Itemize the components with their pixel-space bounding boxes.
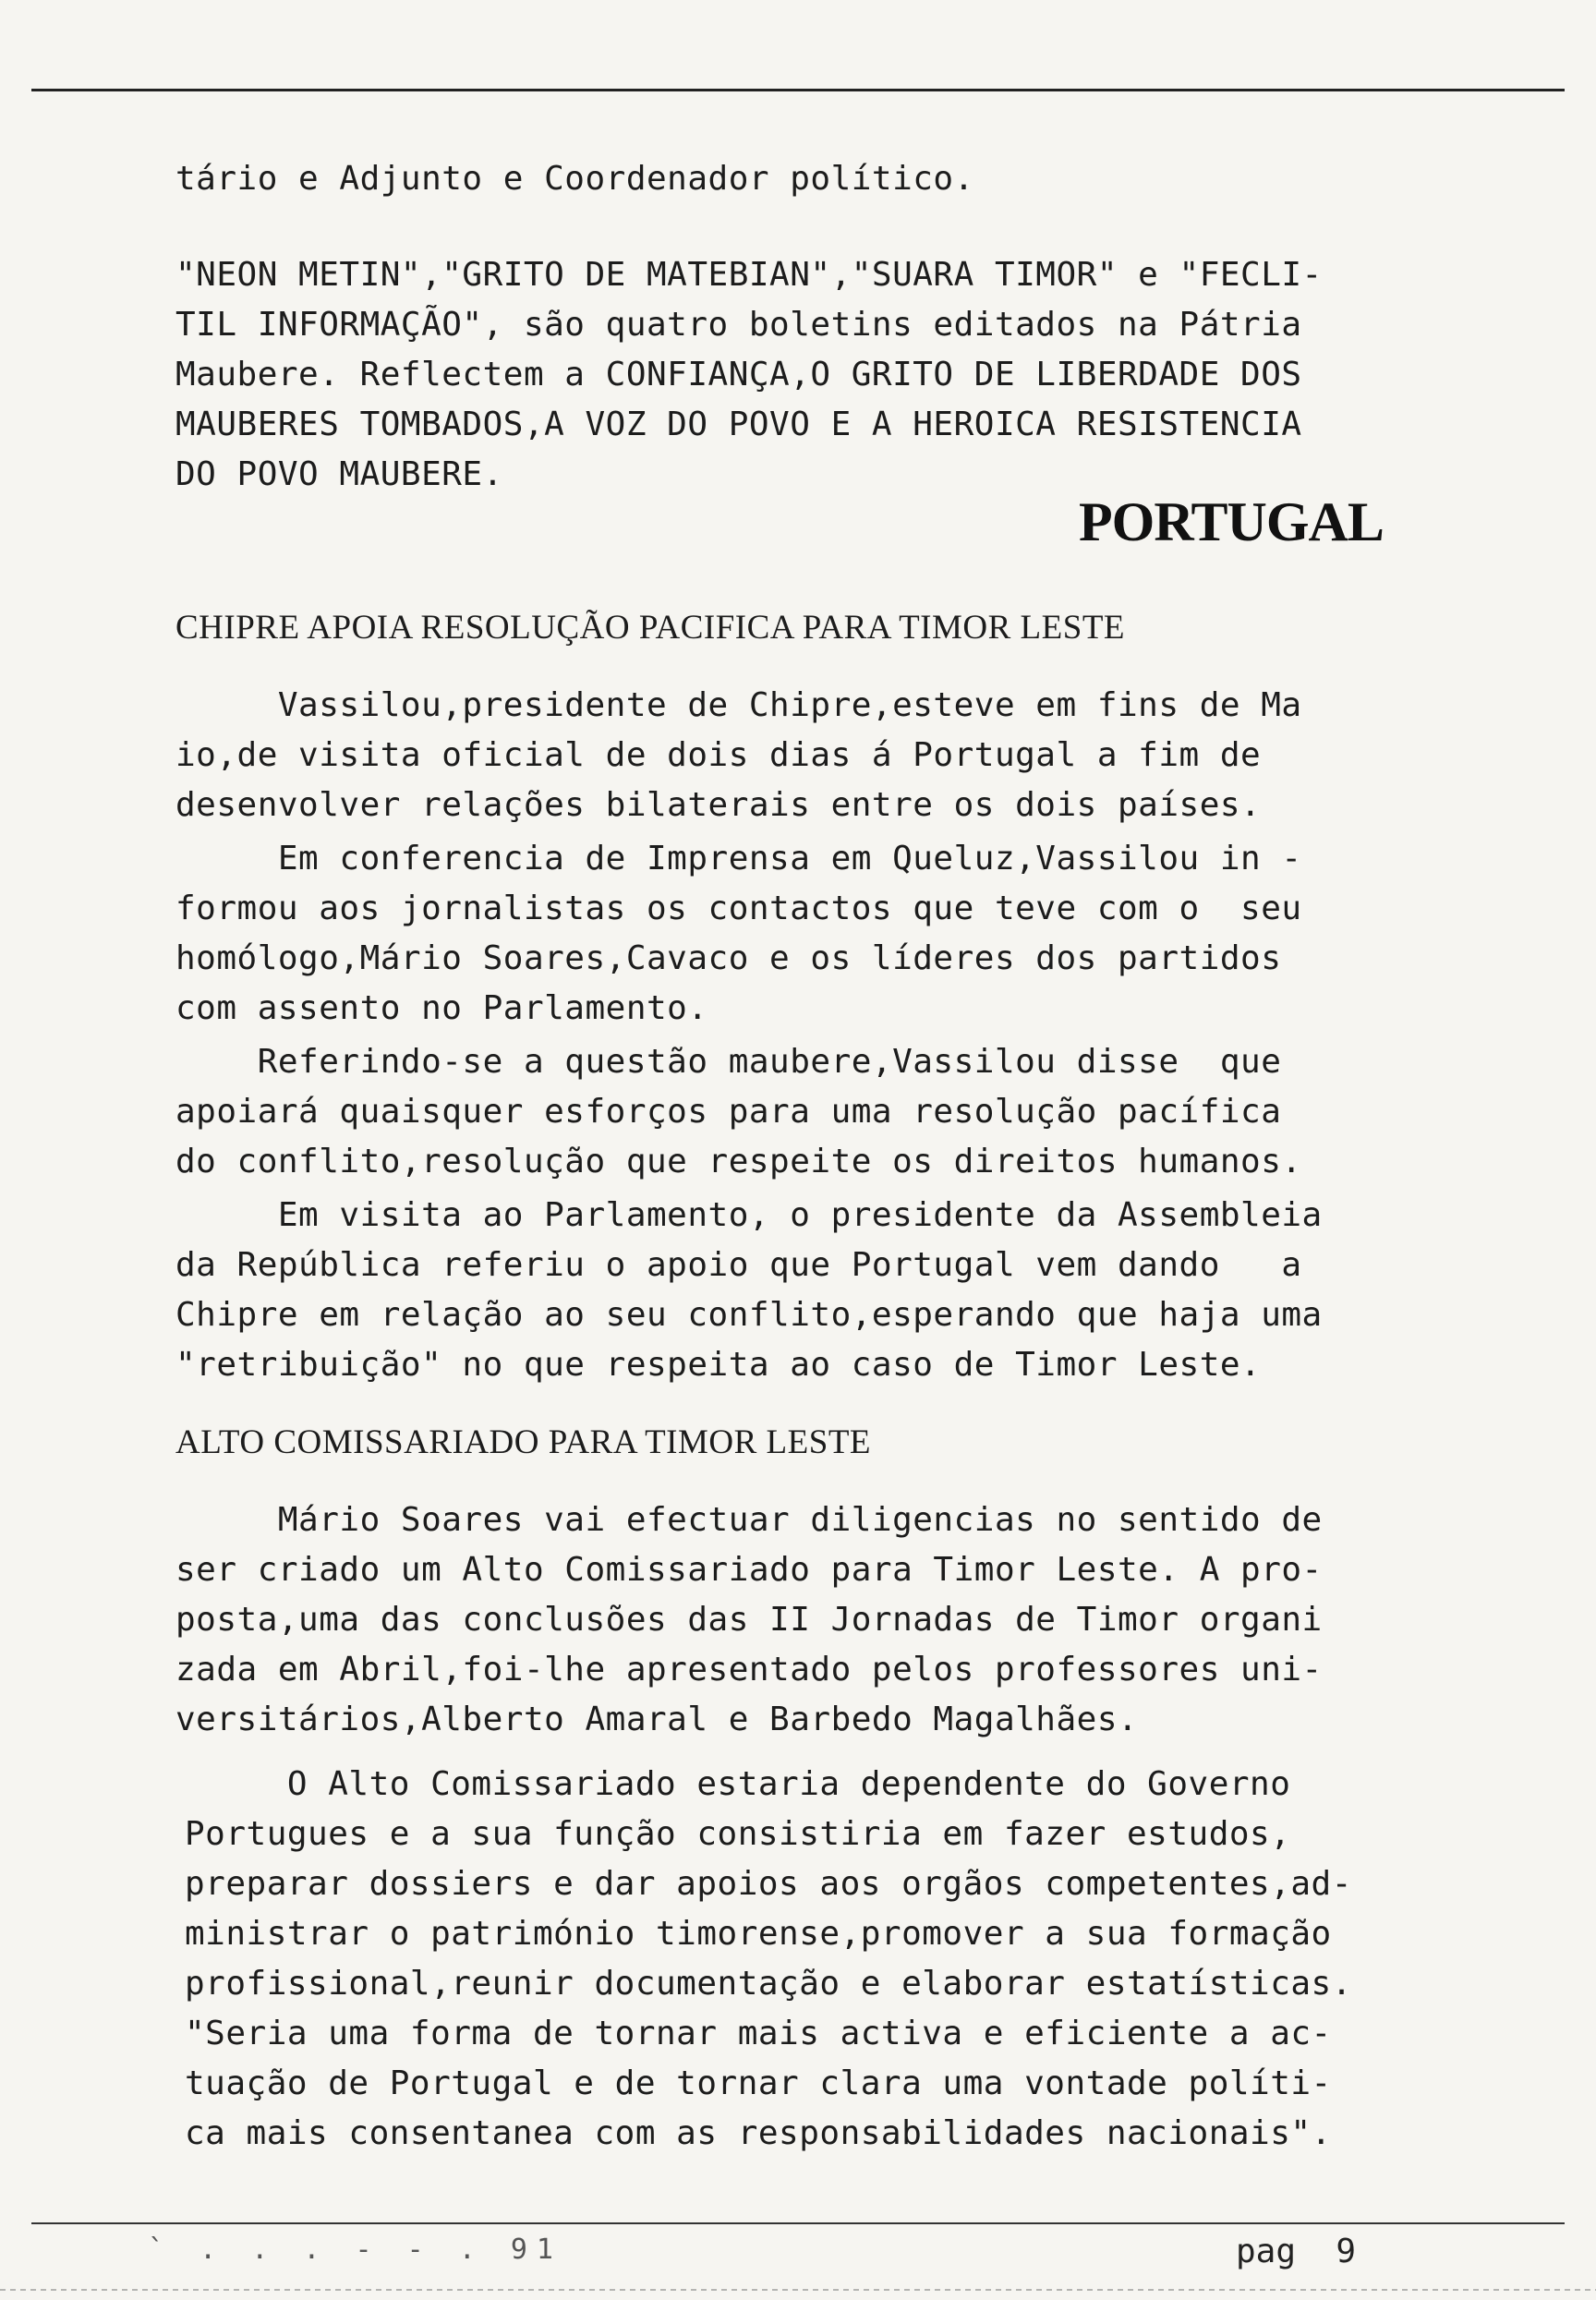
section1-line: formou aos jornalistas os contactos que teve com o seu bbox=[175, 890, 1302, 927]
section2-line: versitários,Alberto Amaral e Barbedo Magalhães. bbox=[175, 1701, 1139, 1738]
section1-line: homólogo,Mário Soares,Cavaco e os líderes dos partidos bbox=[175, 939, 1282, 977]
section1-line: Em visita ao Parlamento, o presidente da Assembleia bbox=[175, 1196, 1323, 1234]
bulletins-line-1: "NEON METIN","GRITO DE MATEBIAN","SUARA TIMOR" e "FECLI- bbox=[175, 256, 1323, 294]
section2-heading: ALTO COMISSARIADO PARA TIMOR LESTE bbox=[175, 1423, 872, 1461]
intro-line: tário e Adjunto e Coordenador político. bbox=[175, 160, 974, 198]
footer-left-text: ` . . . - - . 91 bbox=[148, 2233, 562, 2266]
section2-line: Mário Soares vai efectuar diligencias no sentido de bbox=[175, 1501, 1323, 1539]
scan-edge bbox=[0, 2289, 1596, 2291]
section2-line: ca mais consentanea com as responsabilidades nacionais". bbox=[185, 2114, 1332, 2152]
section1-line: desenvolver relações bilaterais entre os dois países. bbox=[175, 786, 1262, 824]
section1-heading: CHIPRE APOIA RESOLUÇÃO PACIFICA PARA TIMOR LESTE bbox=[175, 609, 1126, 647]
section2-line: "Seria uma forma de tornar mais activa e eficiente a ac- bbox=[185, 2015, 1332, 2052]
section1-line: apoiará quaisquer esforços para uma resolução pacífica bbox=[175, 1093, 1282, 1131]
section2-line: ministrar o património timorense,promover a sua formação bbox=[185, 1915, 1332, 1953]
section2-line: preparar dossiers e dar apoios aos orgãos competentes,ad- bbox=[185, 1865, 1352, 1903]
section2-line: ser criado um Alto Comissariado para Timor Leste. A pro- bbox=[175, 1551, 1323, 1589]
section1-line: com assento no Parlamento. bbox=[175, 989, 708, 1027]
section1-line: da República referiu o apoio que Portugal vem dando a bbox=[175, 1246, 1302, 1284]
section2-line: tuação de Portugal e de tornar clara uma vontade políti- bbox=[185, 2064, 1332, 2102]
section2-line: O Alto Comissariado estaria dependente do Governo bbox=[185, 1765, 1291, 1803]
section2-line: posta,uma das conclusões das II Jornadas de Timor organi bbox=[175, 1601, 1323, 1639]
bulletins-line-4: MAUBERES TOMBADOS,A VOZ DO POVO E A HEROICA RESISTENCIA bbox=[175, 406, 1302, 443]
section1-line: Vassilou,presidente de Chipre,esteve em fins de Ma bbox=[175, 686, 1302, 724]
bottom-rule bbox=[31, 2222, 1565, 2224]
page-number: pag 9 bbox=[1236, 2233, 1357, 2270]
section1-line: Em conferencia de Imprensa em Queluz,Vassilou in - bbox=[175, 840, 1302, 878]
top-rule bbox=[31, 89, 1565, 91]
bulletins-line-3: Maubere. Reflectem a CONFIANÇA,O GRITO DE LIBERDADE DOS bbox=[175, 356, 1302, 393]
section1-line: "retribuição" no que respeita ao caso de Timor Leste. bbox=[175, 1346, 1262, 1384]
section1-line: Chipre em relação ao seu conflito,esperando que haja uma bbox=[175, 1296, 1323, 1334]
section2-line: zada em Abril,foi-lhe apresentado pelos professores uni- bbox=[175, 1651, 1323, 1689]
bulletins-line-5: DO POVO MAUBERE. bbox=[175, 455, 503, 493]
section1-line: io,de visita oficial de dois dias á Portugal a fim de bbox=[175, 736, 1262, 774]
bulletins-line-2: TIL INFORMAÇÃO", são quatro boletins editados na Pátria bbox=[175, 306, 1302, 344]
section2-line: Portugues e a sua função consistiria em fazer estudos, bbox=[185, 1815, 1291, 1853]
portugal-stamp: PORTUGAL bbox=[1079, 491, 1384, 552]
section1-line: Referindo-se a questão maubere,Vassilou disse que bbox=[175, 1043, 1282, 1081]
section1-line: do conflito,resolução que respeite os direitos humanos. bbox=[175, 1143, 1302, 1180]
section2-line: profissional,reunir documentação e elaborar estatísticas. bbox=[185, 1965, 1352, 2003]
